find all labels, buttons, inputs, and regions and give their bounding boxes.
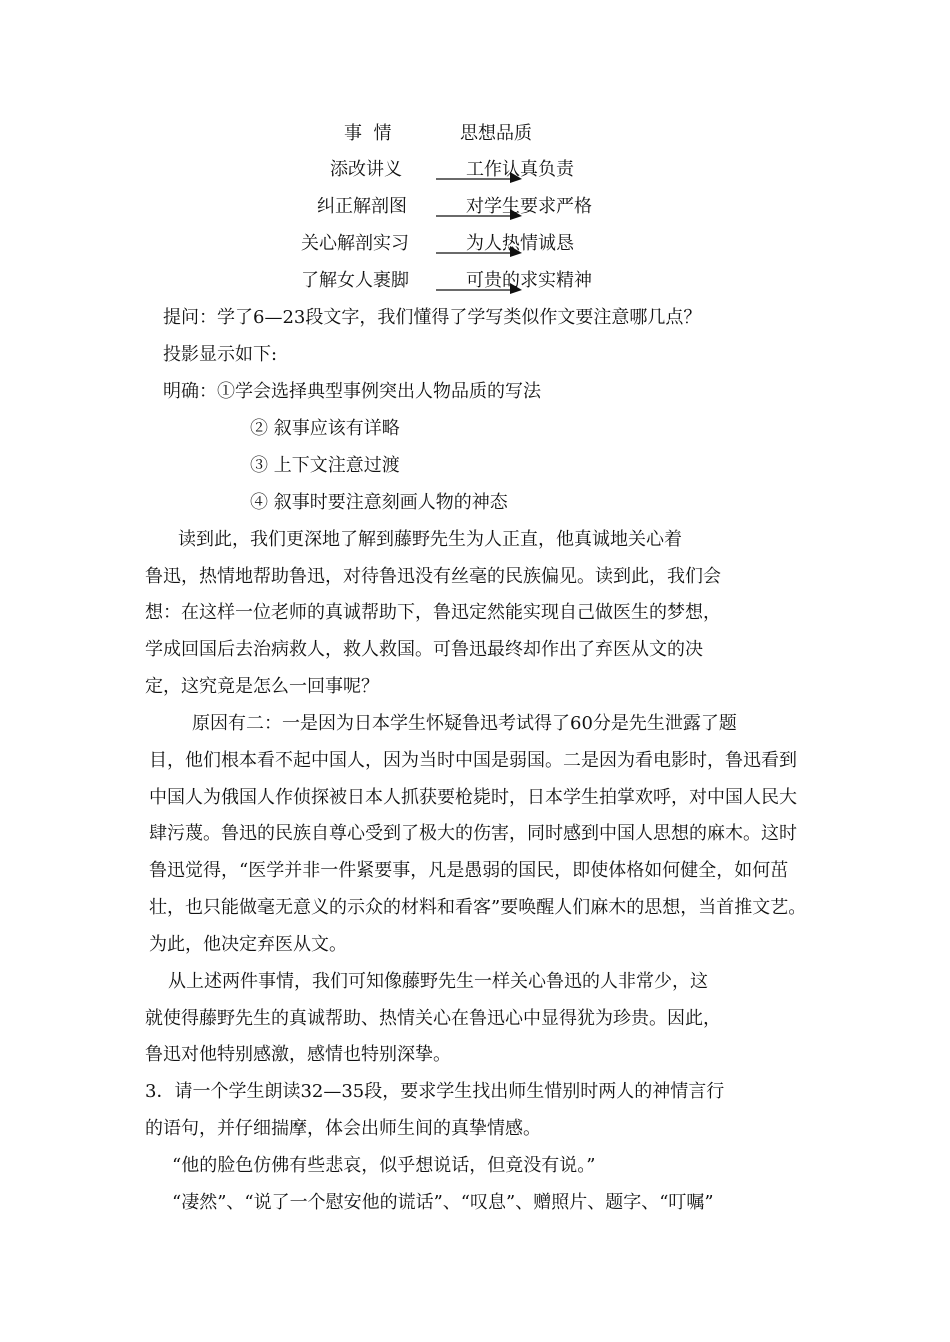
paragraph-line: 中国人为俄国人作侦探被日本人抓获要枪毙时，日本学生拍掌欢呼，对中国人民大 [149, 787, 797, 808]
paragraph-line: 读到此，我们更深地了解到藤野先生为人正直，他真诚地关心着 [178, 529, 682, 550]
clarify-item-3: ③ 上下文注意过渡 [250, 455, 400, 476]
quote-line: “凄然”、“说了一个慰安他的谎话”、“叹息”、赠照片、题字、“叮嘱” [172, 1192, 714, 1213]
table-header-event: 事 情 [344, 123, 392, 144]
paragraph-line: 定，这究竟是怎么一回事呢？ [145, 676, 379, 697]
table-row-event: 关心解剖实习 [301, 233, 409, 254]
quote-line: “他的脸色仿佛有些悲哀，似乎想说话，但竟没有说。” [172, 1155, 596, 1176]
table-row-quality: 可贵的求实精神 [466, 270, 592, 291]
paragraph-line: 从上述两件事情，我们可知像藤野先生一样关心鲁迅的人非常少，这 [168, 971, 708, 992]
paragraph-line: 就使得藤野先生的真诚帮助、热情关心在鲁迅心中显得犹为珍贵。因此， [145, 1008, 721, 1029]
table-row-quality: 工作认真负责 [466, 159, 574, 180]
clarify-item-4: ④ 叙事时要注意刻画人物的神态 [250, 492, 508, 513]
paragraph-line: 为此，他决定弃医从文。 [149, 934, 347, 955]
paragraph-line: 学成回国后去治病救人，救人救国。可鲁迅最终却作出了弃医从文的决 [145, 639, 703, 660]
table-row-event: 了解女人裹脚 [301, 270, 409, 291]
paragraph-line: 鲁迅，热情地帮助鲁迅，对待鲁迅没有丝毫的民族偏见。读到此，我们会 [145, 566, 721, 587]
table-row-event: 纠正解剖图 [317, 196, 407, 217]
paragraph-line: 壮，也只能做毫无意义的示众的材料和看客”要唤醒人们麻木的思想，当首推文艺。 [149, 897, 807, 918]
paragraph-line: 肆污蔑。鲁迅的民族自尊心受到了极大的伤害，同时感到中国人思想的麻木。这时 [149, 823, 797, 844]
projection-text: 投影显示如下: [163, 344, 278, 365]
paragraph-line: 3．请一个学生朗读32—35段，要求学生找出师生惜别时两人的神情言行 [145, 1081, 725, 1102]
paragraph-line: 想：在这样一位老师的真诚帮助下，鲁迅定然能实现自己做医生的梦想， [145, 602, 721, 623]
question-text: 提问：学了6—23段文字，我们懂得了学写类似作文要注意哪几点？ [163, 307, 702, 328]
clarify-item-2: ② 叙事应该有详略 [250, 418, 400, 439]
table-row-event: 添改讲义 [330, 159, 402, 180]
paragraph-line: 的语句，并仔细揣摩，体会出师生间的真挚情感。 [145, 1118, 541, 1139]
table-row-quality: 对学生要求严格 [466, 196, 592, 217]
paragraph-line: 原因有二：一是因为日本学生怀疑鲁迅考试得了60分是先生泄露了题 [192, 713, 737, 734]
clarify-item-1: 明确：①学会选择典型事例突出人物品质的写法 [163, 381, 541, 402]
paragraph-line: 目，他们根本看不起中国人，因为当时中国是弱国。二是因为看电影时，鲁迅看到 [149, 750, 797, 771]
paragraph-line: 鲁迅觉得，“医学并非一件紧要事，凡是愚弱的国民，即使体格如何健全，如何茁 [149, 860, 789, 881]
table-header-quality: 思想品质 [460, 123, 532, 144]
paragraph-line: 鲁迅对他特别感激，感情也特别深挚。 [145, 1044, 451, 1065]
table-row-quality: 为人热情诚恳 [466, 233, 574, 254]
